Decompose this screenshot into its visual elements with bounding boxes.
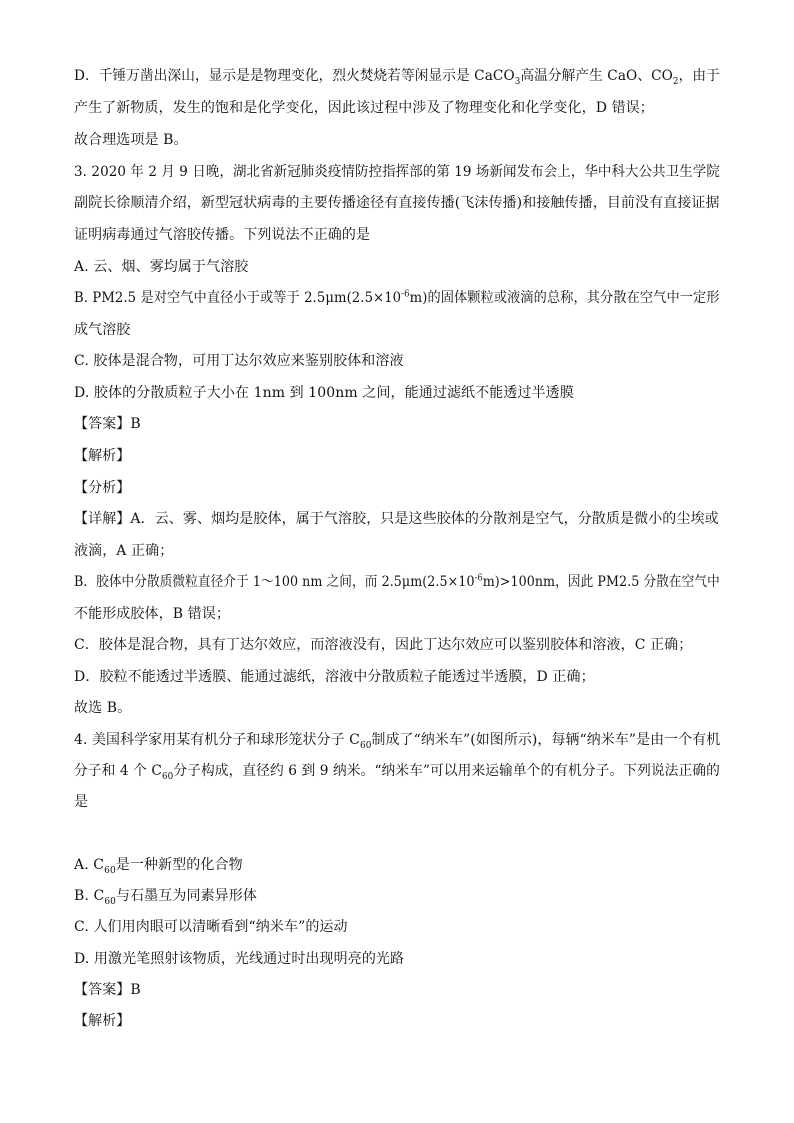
text: B．胶体中分散质微粒直径介于 1～100 nm 之间，而 2.5μm(2.5×10 [74, 574, 475, 590]
q2-option-d-line1 [74, 67, 720, 85]
subscript: 2 [672, 76, 679, 87]
subscript: 3 [514, 76, 521, 87]
text: ，由于 [678, 68, 720, 84]
q3-detail-line3 [74, 573, 720, 591]
q2-conclusion: 故合理选项是 B。 [74, 132, 188, 148]
q3-option-c: C. 胶体是混合物，可用丁达尔效应来鉴别胶体和溶液 [74, 353, 404, 369]
q3-stem-line1: 3. 2020 年 2 月 9 日晚，湖北省新冠肺炎疫情防控指挥部的第 19 场新闻发布会上，华中科大公共卫生学院 [74, 164, 720, 180]
q3-detail-line4: 不能形成胶体，B 错误； [74, 606, 230, 622]
text: 4. 美国科学家用某有机分子和球形笼状分子 C [74, 732, 360, 748]
subscript: 60 [161, 771, 174, 782]
q3-option-b-line1 [74, 289, 720, 307]
q3-detail-line6: D．胶粒不能透过半透膜、能通过滤纸，溶液中分散质粒子能透过半透膜，D 正确； [74, 669, 595, 685]
superscript: -6 [401, 289, 410, 300]
q3-answer: 【答案】B [74, 416, 141, 432]
q3-detail-line1: 【详解】A．云、雾、烟均是胶体，属于气溶胶，只是这些胶体的分散剂是空气，分散质是微小的尘埃或 [74, 511, 719, 527]
superscript: -6 [474, 573, 483, 584]
q3-option-a: A. 云、烟、雾均属于气溶胶 [74, 259, 249, 275]
q2-option-d-line2: 产生了新物质，发生的饱和是化学变化，因此该过程中涉及了物理变化和化学变化，D 错误； [74, 100, 654, 116]
q3-stem-line3: 证明病毒通过气溶胶传播。下列说法不正确的是 [74, 227, 371, 243]
q3-option-d: D. 胶体的分散质粒子大小在 1nm 到 100nm 之间，能通过滤纸不能透过半透膜 [74, 385, 574, 401]
text: 与石墨互为同素异形体 [115, 888, 257, 904]
subscript: 60 [104, 896, 116, 907]
q3-jiexi-heading: 【解析】 [74, 448, 131, 464]
q4-option-a [74, 856, 243, 874]
q3-fenxi-heading: 【分析】 [74, 480, 131, 496]
text: B. C [74, 888, 105, 904]
q3-conclusion: 故选 B。 [74, 700, 132, 716]
q4-option-d: D. 用激光笔照射该物质，光线通过时出现明亮的光路 [74, 951, 405, 967]
text: D．千锤万凿出深山，显示是是物理变化，烈火焚烧若等闲显示是 CaCO [74, 68, 515, 84]
q4-stem-line2 [74, 762, 720, 780]
q4-answer: 【答案】B [74, 982, 141, 998]
q4-stem-line1 [74, 731, 720, 749]
q3-option-b-line2: 成气溶胶 [74, 322, 131, 338]
q4-jiexi-heading: 【解析】 [74, 1013, 131, 1029]
q4-option-b [74, 887, 257, 905]
text: 分子构成，直径约 6 到 9 纳米。“纳米车”可以用来运输单个的有机分子。下列说法正确的 [173, 763, 720, 779]
q3-stem-line2: 副院长徐顺清介绍，新型冠状病毒的主要传播途径有直接传播(飞沫传播)和接触传播，目前没有直接证据 [74, 195, 720, 211]
text: m)的固体颗粒或液滴的总称，其分散在空气中一定形 [409, 290, 720, 306]
text: m)>100nm，因此 PM2.5 分散在空气中 [482, 574, 720, 590]
q4-option-c: C. 人们用肉眼可以清晰看到“纳米车”的运动 [74, 919, 348, 935]
subscript: 60 [104, 865, 116, 876]
text: 制成了“纳米车”(如图所示)，每辆“纳米车”是由一个有机 [371, 732, 721, 748]
q3-detail-line5: C．胶体是混合物，具有丁达尔效应，而溶液没有，因此丁达尔效应可以鉴别胶体和溶液，C 正确； [74, 637, 693, 653]
text: B. PM2.5 是对空气中直径小于或等于 2.5μm(2.5×10 [74, 290, 402, 306]
text: 高温分解产生 CaO、CO [520, 68, 673, 84]
text: 是一种新型的化合物 [115, 857, 243, 873]
q3-detail-line2: 液滴，A 正确； [74, 543, 174, 559]
text: A. C [74, 857, 105, 873]
text: 分子和 4 个 C [74, 763, 162, 779]
q4-stem-line3: 是 [74, 794, 89, 810]
subscript: 60 [359, 740, 372, 751]
